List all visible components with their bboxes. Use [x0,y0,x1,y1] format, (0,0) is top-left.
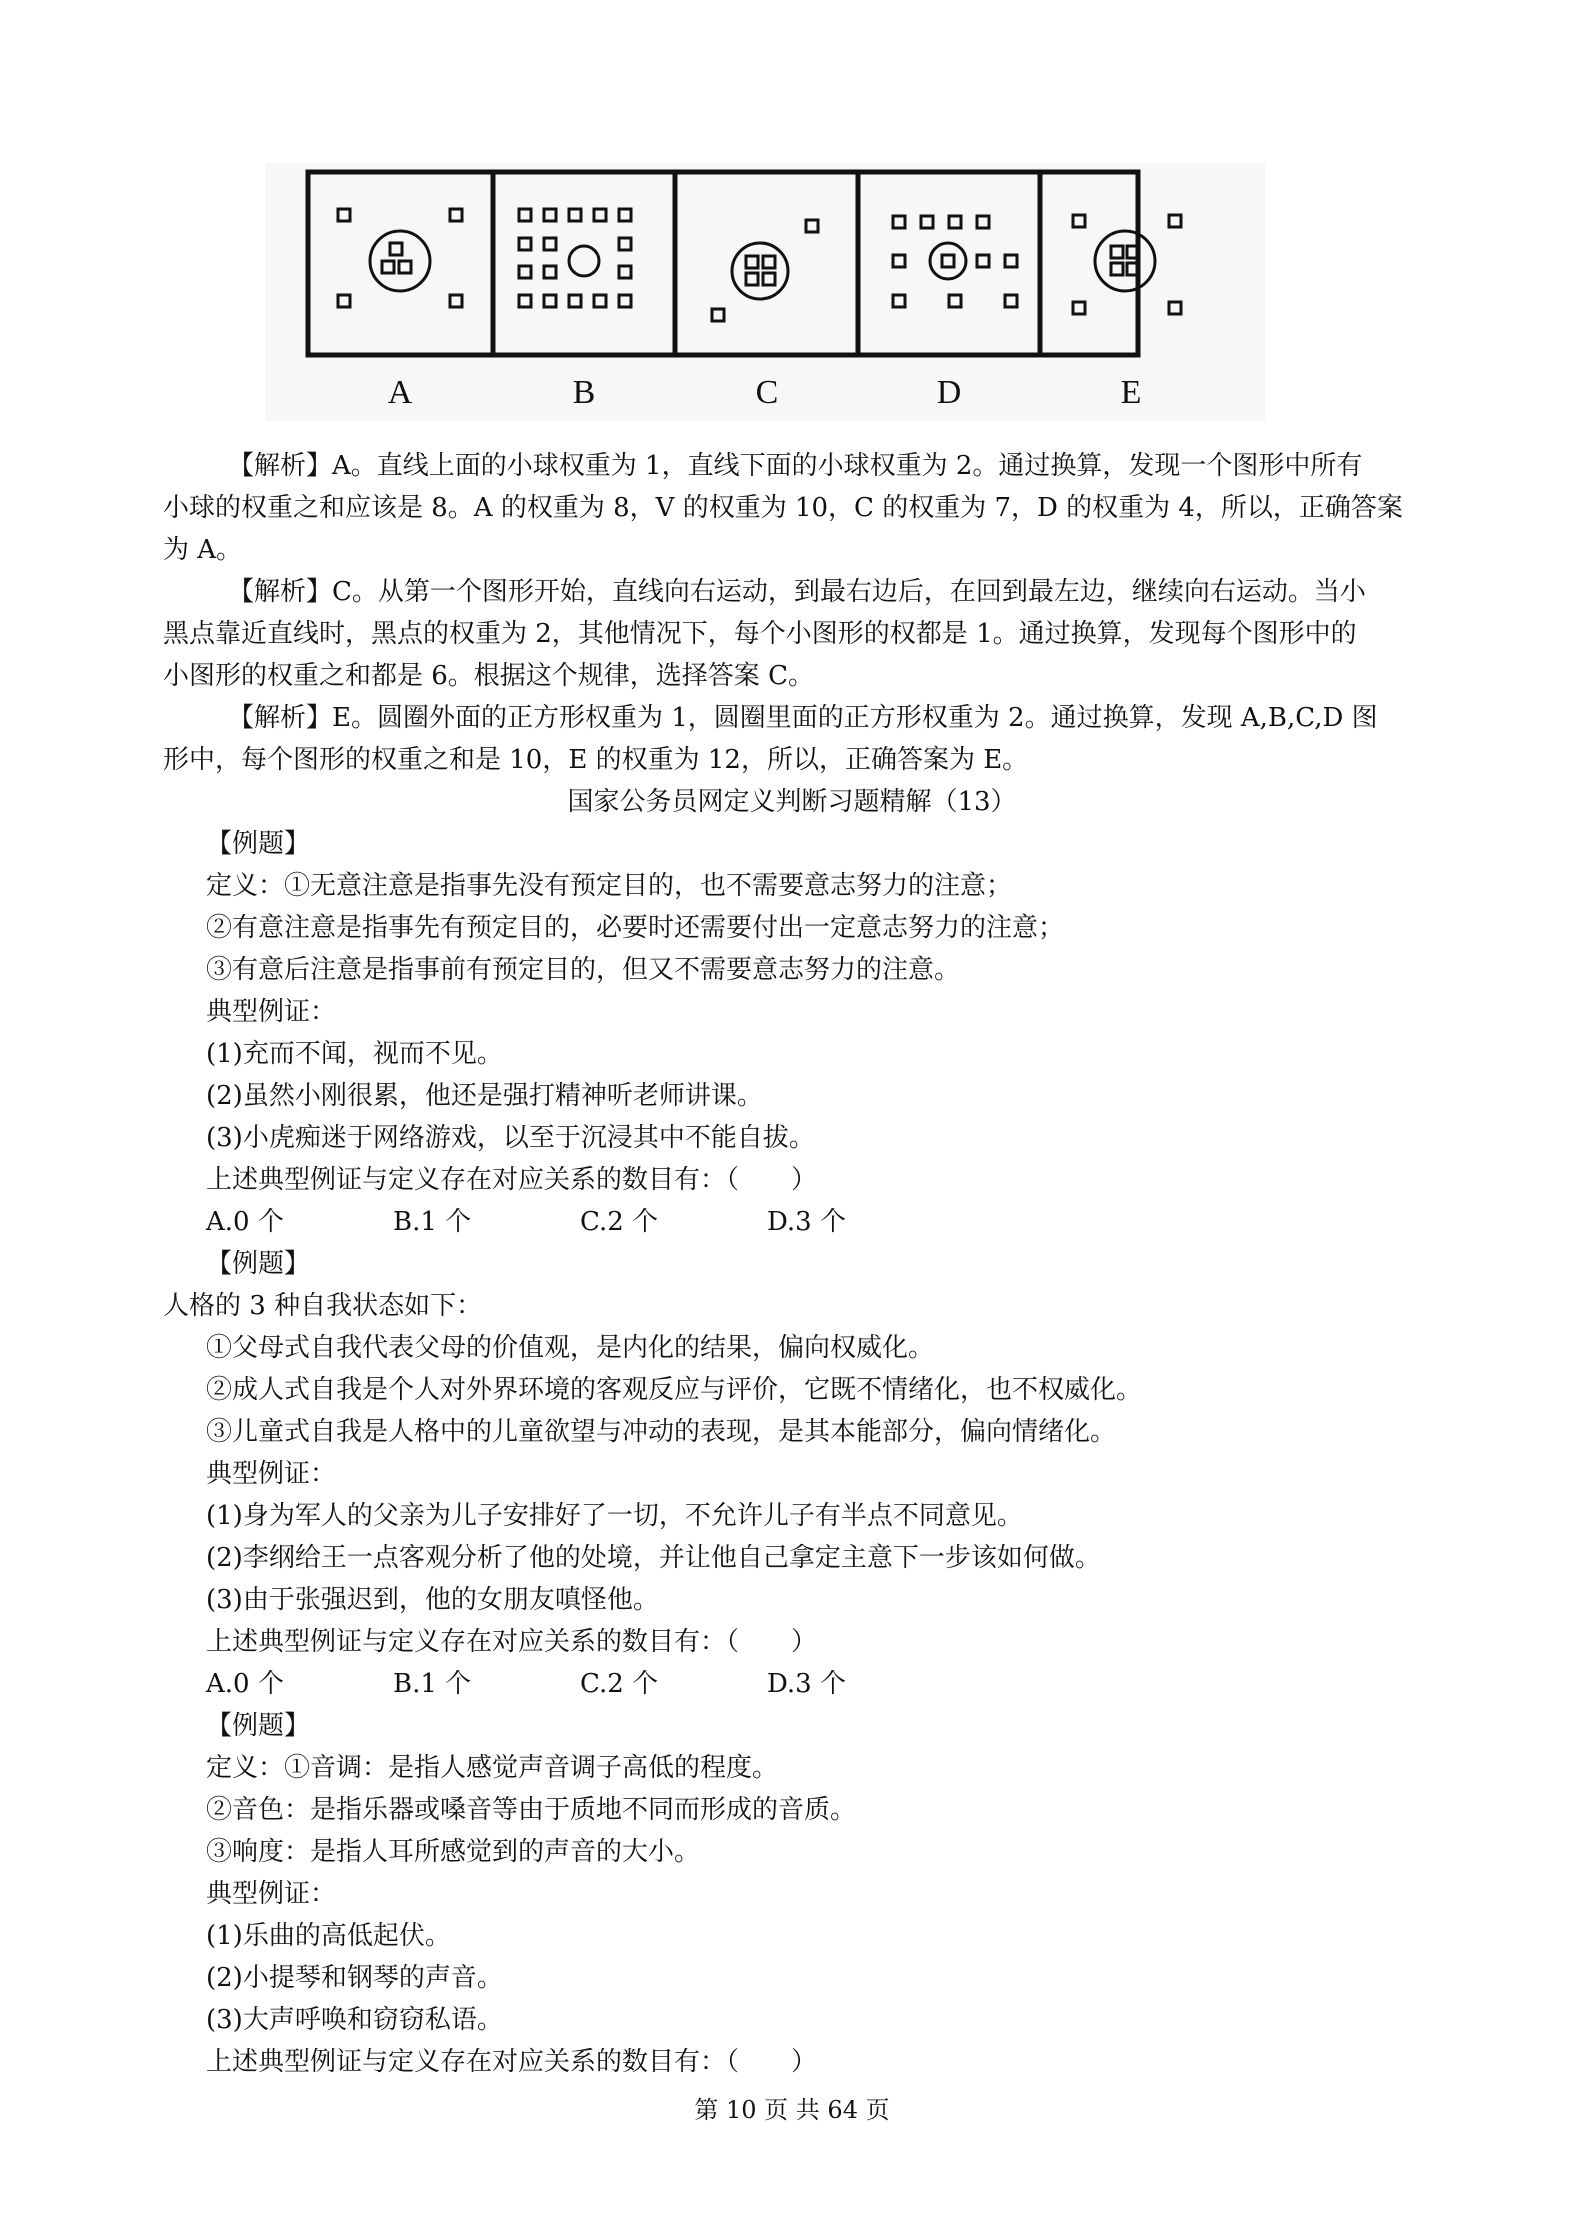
q2-def-2: ②成人式自我是个人对外界环境的客观反应与评价，它既不情绪化，也不权威化。 [206,1375,1143,1405]
q2-option-d[interactable]: D.3 个 [767,1669,846,1699]
q2-question: 上述典型例证与定义存在对应关系的数目有：（ ） [206,1627,818,1657]
figure-option-a [338,209,462,307]
analysis-3-line-1: 【解析】E。圆圈外面的正方形权重为 1，圆圈里面的正方形权重为 2。通过换算，发现 A,B,C,D 图 [228,703,1378,733]
q3-def-3: ③响度：是指人耳所感觉到的声音的大小。 [206,1837,701,1867]
analysis-2-line-2: 黑点靠近直线时，黑点的权重为 2，其他情况下，每个小图形的权都是 1。通过换算，发现每个图形中的 [163,619,1357,649]
figure-label-d: D [936,374,962,411]
q2-option-a[interactable]: A.0 个 [206,1669,284,1699]
q1-example-2: (2)虽然小刚很累，他还是强打精神听老师讲课。 [206,1081,763,1111]
analysis-1-line-3: 为 A。 [163,535,243,565]
analysis-3-line-2: 形中，每个图形的权重之和是 10，E 的权重为 12，所以，正确答案为 E。 [163,745,1029,775]
figure-panel [265,163,1265,421]
q2-option-c[interactable]: C.2 个 [580,1669,659,1699]
q2-option-b[interactable]: B.1 个 [393,1669,472,1699]
q2-tag: 【例题】 [206,1249,311,1279]
figure-label-a: A [387,374,413,411]
q3-tag: 【例题】 [206,1711,311,1741]
q2-def-1: ①父母式自我代表父母的价值观，是内化的结果，偏向权威化。 [206,1333,935,1363]
q3-def-1: 定义：①音调：是指人感觉声音调子高低的程度。 [206,1753,779,1783]
q1-def-2: ②有意注意是指事先有预定目的，必要时还需要付出一定意志努力的注意； [206,913,1065,943]
analysis-1-line-2: 小球的权重之和应该是 8。A 的权重为 8，V 的权重为 10，C 的权重为 7，D 的权重为 4，所以，正确答案 [163,493,1403,523]
q3-example-2: (2)小提琴和钢琴的声音。 [206,1963,503,1993]
q1-def-1: 定义：①无意注意是指事先没有预定目的，也不需要意志努力的注意； [206,871,1013,901]
q3-example-title: 典型例证： [206,1879,337,1909]
figure-option-b [519,209,631,307]
figure-option-c [712,220,818,321]
section-title: 国家公务员网定义判断习题精解（13） [567,787,1017,817]
q1-example-title: 典型例证： [206,997,337,1027]
figure-label-c: C [755,374,779,411]
q1-option-d[interactable]: D.3 个 [767,1207,846,1237]
q2-example-title: 典型例证： [206,1459,337,1489]
figure-option-e [1073,215,1181,314]
q3-example-3: (3)大声呼唤和窃窃私语。 [206,2005,503,2035]
q2-example-1: (1)身为军人的父亲为儿子安排好了一切，不允许儿子有半点不同意见。 [206,1501,1023,1531]
q1-options [0,1201,1584,1243]
figure-option-d [893,216,1017,307]
q2-def-3: ③儿童式自我是人格中的儿童欲望与冲动的表现，是其本能部分，偏向情绪化。 [206,1417,1117,1447]
q2-intro: 人格的 3 种自我状态如下： [163,1291,483,1321]
q3-example-1: (1)乐曲的高低起伏。 [206,1921,451,1951]
q1-example-3: (3)小虎痴迷于网络游戏，以至于沉浸其中不能自拔。 [206,1123,815,1153]
analysis-2-line-3: 小图形的权重之和都是 6。根据这个规律，选择答案 C。 [163,661,814,691]
figure-label-e: E [1120,374,1142,411]
q2-example-3: (3)由于张强迟到，他的女朋友嗔怪他。 [206,1585,659,1615]
q1-option-a[interactable]: A.0 个 [206,1207,284,1237]
q3-question: 上述典型例证与定义存在对应关系的数目有：（ ） [206,2047,818,2077]
q1-tag: 【例题】 [206,829,311,859]
q1-option-b[interactable]: B.1 个 [393,1207,472,1237]
figure-svg [265,163,1265,421]
page-footer: 第 10 页 共 64 页 [694,2096,890,2124]
analysis-1-line-1: 【解析】A。直线上面的小球权重为 1，直线下面的小球权重为 2。通过换算，发现一个图形中所有 [228,451,1363,481]
q2-example-2: (2)李纲给王一点客观分析了他的处境，并让他自己拿定主意下一步该如何做。 [206,1543,1101,1573]
q3-def-2: ②音色：是指乐器或嗓音等由于质地不同而形成的音质。 [206,1795,857,1825]
q1-def-3: ③有意后注意是指事前有预定目的，但又不需要意志努力的注意。 [206,955,961,985]
q1-option-c[interactable]: C.2 个 [580,1207,659,1237]
analysis-2-line-1: 【解析】C。从第一个图形开始，直线向右运动，到最右边后，在回到最左边，继续向右运动。当小 [228,577,1366,607]
q1-example-1: (1)充而不闻，视而不见。 [206,1039,503,1069]
q2-options [0,1663,1584,1705]
q1-question: 上述典型例证与定义存在对应关系的数目有：（ ） [206,1165,818,1195]
figure-label-b: B [572,374,596,411]
